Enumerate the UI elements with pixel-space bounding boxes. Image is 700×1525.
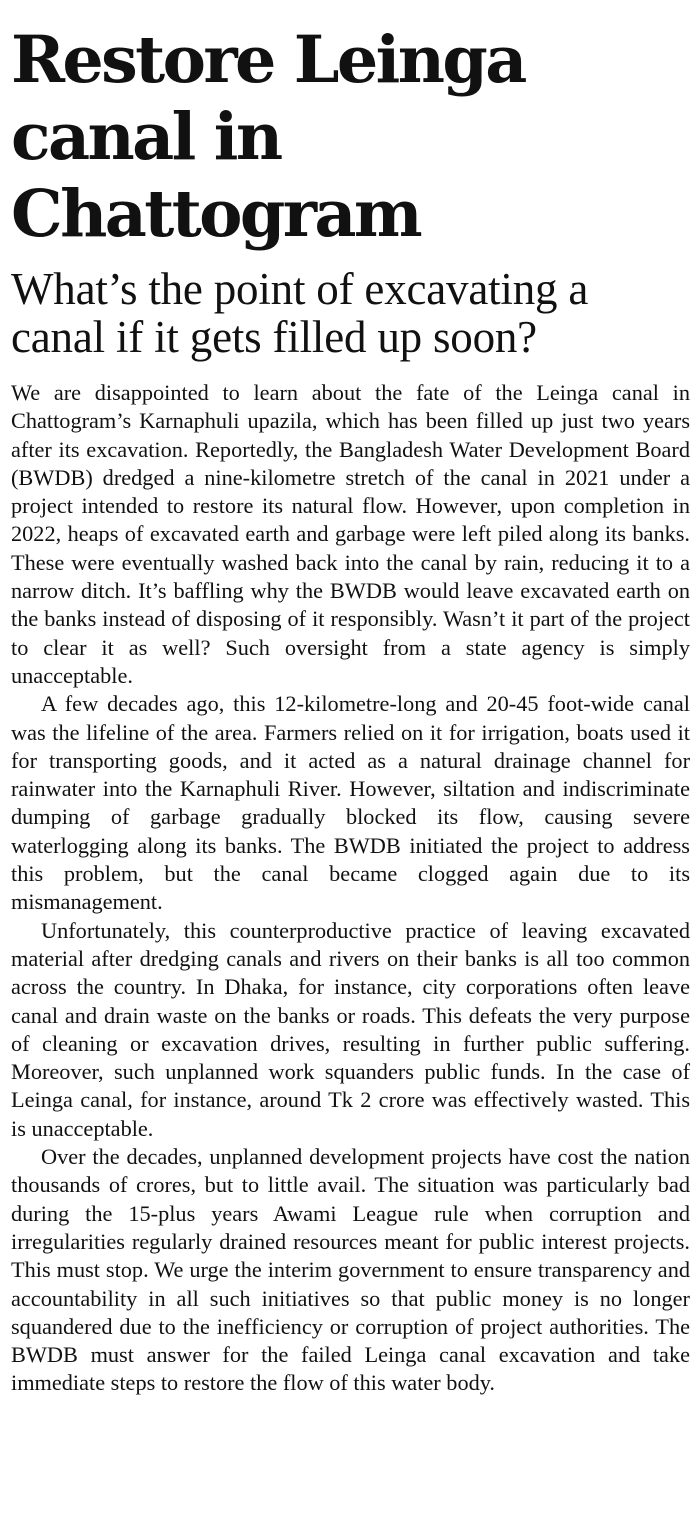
article-body: [11, 379, 690, 1398]
article-paragraph-3: Unfortunately, this counterproductive practice of leaving excavated material after dredging canals and rivers on their banks is all too common across the country. In Dhaka, for instance, city corporations often leave canal and drain waste on the banks or roads. This defeats the very purpose of cleaning or excavation drives, resulting in further public suffering. Moreover, such unplanned work squanders public funds. In the case of Leinga canal, for instance, around Tk 2 crore was effectively wasted. This is unacceptable.: [11, 917, 690, 1141]
article-paragraph-4: Over the decades, unplanned development projects have cost the nation thousands of crores, but to little avail. The situation was particularly bad during the 15-plus years Awami League rule when corruption and irregularities regularly drained resources meant for public interest projects. This must stop. We urge the interim government to ensure transparency and accountability in all such initiatives so that public money is no longer squandered due to the inefficiency or corruption of project authorities. The BWDB must answer for the failed Leinga canal excavation and take immediate steps to restore the flow of this water body.: [11, 1144, 690, 1396]
article-paragraph-1: We are disappointed to learn about the fate of the Leinga canal in Chattogram’s Karnaphuli upazila, which has been filled up just two years after its excavation. Reportedly, the Bangladesh Water Development Board (BWDB) dredged a nine-kilometre stretch of the canal in 2021 under a project intended to restore its natural flow. However, upon completion in 2022, heaps of excavated earth and garbage were left piled along its banks. These were eventually washed back into the canal by rain, reducing it to a narrow ditch. It’s baffling why the BWDB would leave excavated earth on the banks instead of disposing of it responsibly. Wasn’t it part of the project to clear it as well? Such oversight from a state agency is simply unacceptable.: [11, 380, 690, 688]
article-paragraph-2: A few decades ago, this 12-kilometre-long and 20-45 foot-wide canal was the lifeline of the area. Farmers relied on it for irrigation, boats used it for transporting goods, and it acted as a natural drainage channel for rainwater into the Karnaphuli River. However, siltation and indiscriminate dumping of garbage gradually blocked its flow, causing severe waterlogging along its banks. The BWDB initiated the project to address this problem, but the canal became clogged again due to its mismanagement.: [11, 691, 690, 915]
article-headline: Restore Leinga canal in Chattogram: [11, 22, 525, 252]
article-subheadline: What’s the point of excavating a canal if it gets filled up soon?: [11, 264, 589, 362]
